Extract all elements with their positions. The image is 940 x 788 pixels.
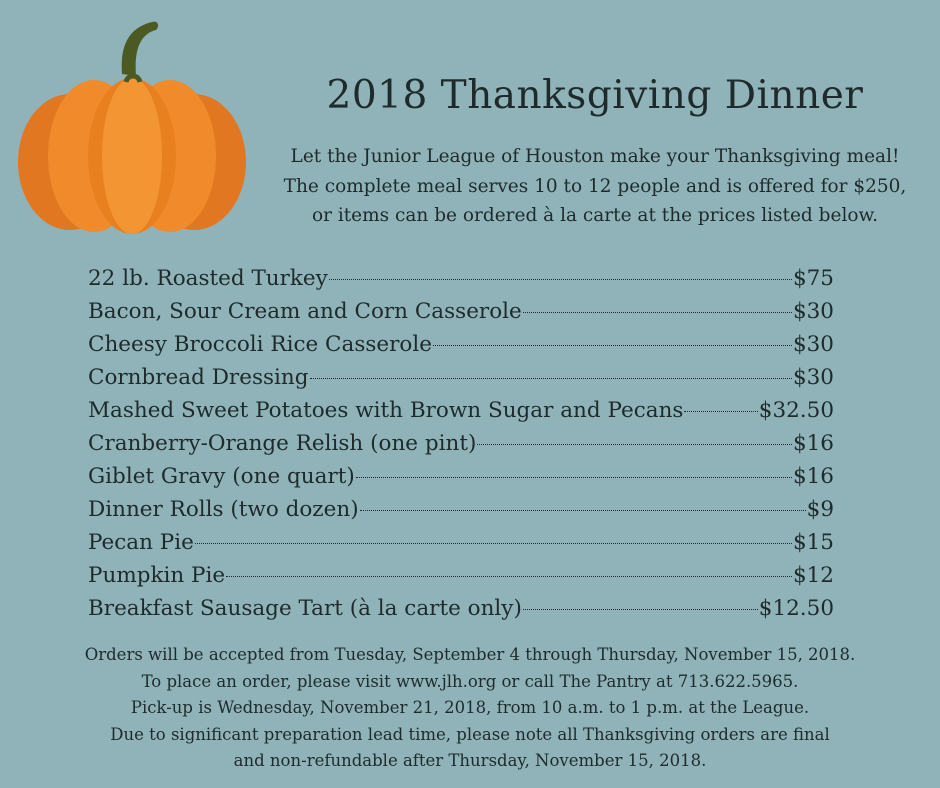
menu-row [88,262,834,295]
dot-leader [684,411,757,412]
menu-item-price: $15 [792,530,834,555]
menu-item-price: $16 [792,464,834,489]
menu-item-price: $75 [792,266,834,291]
page-title: 2018 Thanksgiving Dinner [326,73,864,118]
dot-leader [226,576,792,577]
order-info-line: Orders will be accepted from Tuesday, September 4 through Thursday, November 15, 2018. [84,645,856,664]
dot-leader [329,279,792,280]
menu-item-price: $30 [792,365,834,390]
menu-item-name: Cheesy Broccoli Rice Casserole [88,332,432,357]
menu-item-name: Pecan Pie [88,530,194,555]
menu-item-price: $32.50 [758,398,834,423]
order-info-line: Due to significant preparation lead time, please note all Thanksgiving orders are final [110,724,830,744]
menu-row [88,295,834,328]
menu-item-name: Breakfast Sausage Tart (à la carte only) [88,596,522,621]
menu-row [88,493,834,526]
dot-leader [433,345,792,346]
order-info-line: Pick-up is Wednesday, November 21, 2018, from 10 a.m. to 1 p.m. at the League. [130,698,810,717]
order-info [60,642,880,775]
menu-item-price: $30 [792,332,834,357]
menu-row [88,526,834,559]
dot-leader [360,510,806,511]
menu-item-name: 22 lb. Roasted Turkey [88,266,328,291]
menu-row [88,427,834,460]
dot-leader [195,543,792,544]
order-info-line: To place an order, please visit www.jlh.org or call The Pantry at 713.622.5965. [141,671,799,691]
menu-item-name: Cornbread Dressing [88,365,309,390]
pumpkin-icon [14,16,250,234]
menu-item-name: Bacon, Sour Cream and Corn Casserole [88,299,522,324]
intro-text [270,142,920,231]
menu-item-name: Giblet Gravy (one quart) [88,464,355,489]
menu-row [88,328,834,361]
menu-item-price: $16 [792,431,834,456]
menu-row [88,361,834,394]
intro-line: Let the Junior League of Houston make your Thanksgiving meal! [290,146,900,167]
menu-row [88,592,834,625]
dot-leader [356,477,792,478]
menu-row [88,460,834,493]
intro-line: or items can be ordered à la carte at the prices listed below. [311,205,879,226]
order-info-line: and non-refundable after Thursday, November 15, 2018. [233,751,707,770]
menu-item-name: Cranberry-Orange Relish (one pint) [88,431,477,456]
menu-item-name: Pumpkin Pie [88,563,226,588]
dot-leader [523,312,792,313]
menu-item-name: Dinner Rolls (two dozen) [88,497,359,522]
menu-row [88,394,834,427]
dot-leader [523,609,758,610]
menu-list [88,262,834,625]
dot-leader [477,444,792,445]
menu-item-name: Mashed Sweet Potatoes with Brown Sugar and Pecans [88,398,684,423]
menu-item-price: $9 [806,497,834,522]
intro-line: The complete meal serves 10 to 12 people and is offered for $250, [283,175,907,197]
menu-item-price: $12.50 [758,596,834,621]
menu-item-price: $12 [792,563,834,588]
menu-item-price: $30 [792,299,834,324]
dot-leader [310,378,792,379]
menu-row [88,559,834,592]
